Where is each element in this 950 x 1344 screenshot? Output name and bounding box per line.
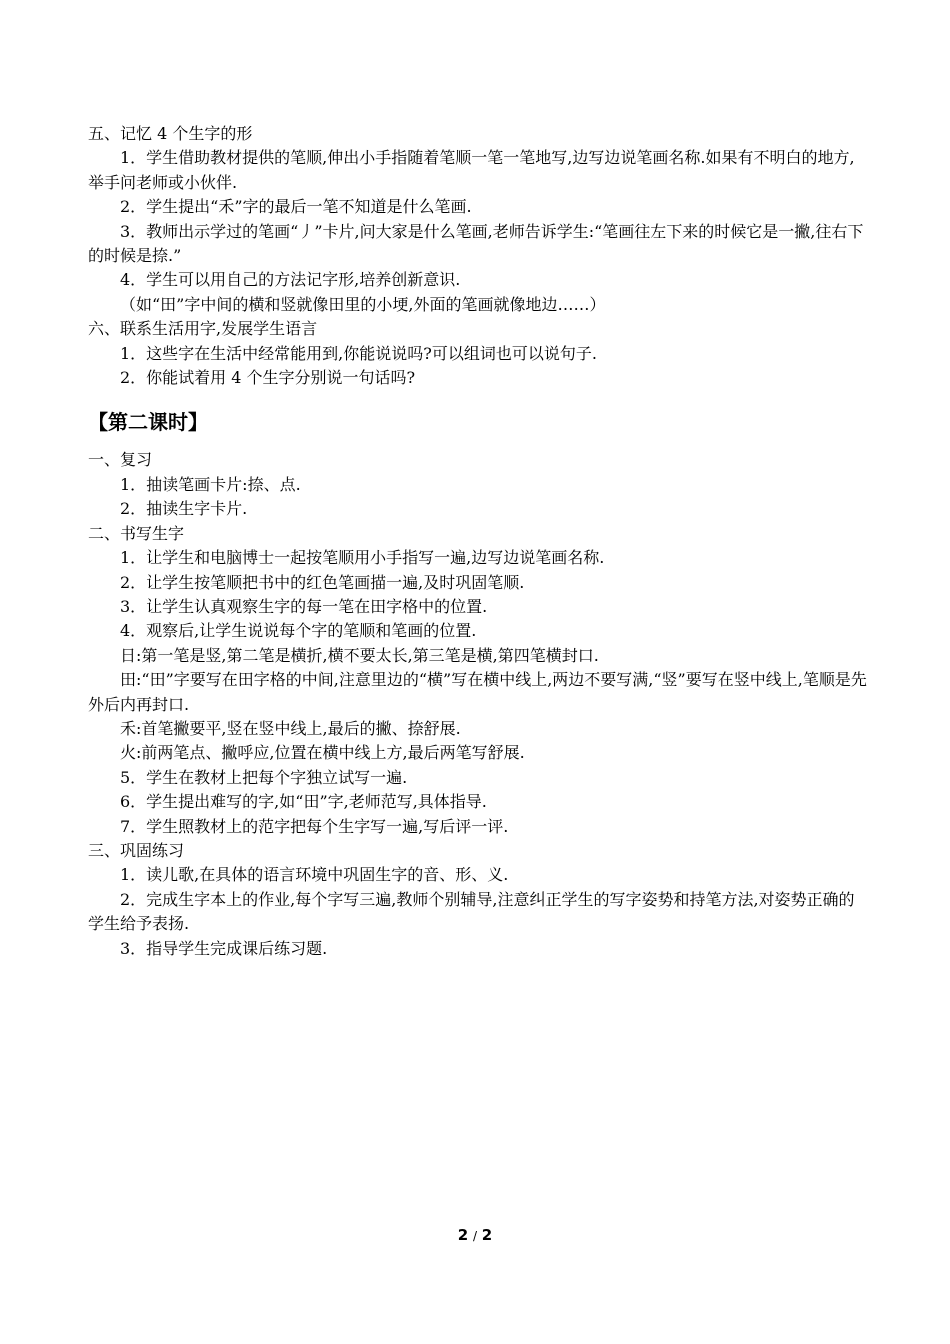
paragraph: 3．让学生认真观察生字的每一笔在田字格中的位置.	[120, 596, 488, 616]
paragraph: 2．让学生按笔顺把书中的红色笔画描一遍,及时巩固笔顺.	[120, 572, 525, 592]
paragraph: 1．读儿歌,在具体的语言环境中巩固生字的音、形、义.	[120, 865, 509, 885]
section-title: 一、复习	[88, 450, 153, 470]
paragraph: 7．学生照教材上的范字把每个生字写一遍,写后评一评.	[120, 816, 509, 836]
paragraph: 6．学生提出难写的字,如“田”字,老师范写,具体指导.	[120, 792, 487, 812]
paragraph: 日:第一笔是竖,第二笔是横折,横不要太长,第三笔是横,第四笔横封口.	[120, 645, 599, 665]
page-separator: /	[472, 1229, 478, 1243]
current-page: 2	[457, 1226, 469, 1244]
paragraph: 3．教师出示学过的笔画“丿”卡片,问大家是什么笔画,老师告诉学生:“笔画往左下来的时候它是一撇,往右下的时候是捺.”	[88, 221, 864, 266]
section-title: 三、巩固练习	[88, 840, 185, 860]
paragraph: 3．指导学生完成课后练习题.	[120, 938, 328, 958]
page-number	[0, 1226, 950, 1244]
paragraph: 1．学生借助教材提供的笔顺,伸出小手指随着笔顺一笔一笔地写,边写边说笔画名称.如果有不明白的地方,举手问老师或小伙伴.	[88, 148, 855, 192]
paragraph: 5．学生在教材上把每个字独立试写一遍.	[120, 767, 408, 787]
section-title: 五、记忆 4 个生字的形	[88, 124, 253, 143]
section-heading: 【第二课时】	[88, 410, 208, 435]
lesson-part-two	[88, 448, 868, 961]
paragraph: （如“田”字中间的横和竖就像田里的小埂,外面的笔画就像地边……）	[120, 294, 606, 314]
section-title: 六、联系生活用字,发展学生语言	[88, 319, 318, 339]
paragraph: 1．让学生和电脑博士一起按笔顺用小手指写一遍,边写边说笔画名称.	[120, 548, 605, 568]
document-body	[88, 122, 868, 961]
paragraph: 田:“田”字要写在田字格的中间,注意里边的“横”写在横中线上,两边不要写满,“竖”要写在竖中线上,笔顺是先外后内再封口.	[88, 670, 867, 714]
paragraph: 2．完成生字本上的作业,每个字写三遍,教师个别辅导,注意纠正学生的写字姿势和持笔方法,对姿势正确的学生给予表扬.	[88, 889, 855, 934]
paragraph: 1．这些字在生活中经常能用到,你能说说吗?可以组词也可以说句子.	[120, 343, 597, 363]
total-pages: 2	[481, 1226, 493, 1244]
paragraph: 火:前两笔点、撇呼应,位置在横中线上方,最后两笔写舒展.	[120, 743, 525, 763]
paragraph: 禾:首笔撇要平,竖在竖中线上,最后的撇、捺舒展.	[120, 718, 461, 738]
paragraph: 2．你能试着用 4 个生字分别说一句话吗?	[120, 368, 416, 388]
lesson-part-one	[88, 122, 868, 390]
paragraph: 4．学生可以用自己的方法记字形,培养创新意识.	[120, 270, 461, 290]
paragraph: 4．观察后,让学生说说每个字的笔顺和笔画的位置.	[120, 621, 477, 641]
paragraph: 1．抽读笔画卡片:捺、点.	[120, 474, 301, 494]
paragraph: 2．抽读生字卡片.	[120, 499, 248, 519]
paragraph: 2．学生提出“禾”字的最后一笔不知道是什么笔画.	[120, 197, 472, 217]
section-title: 二、书写生字	[88, 523, 185, 543]
